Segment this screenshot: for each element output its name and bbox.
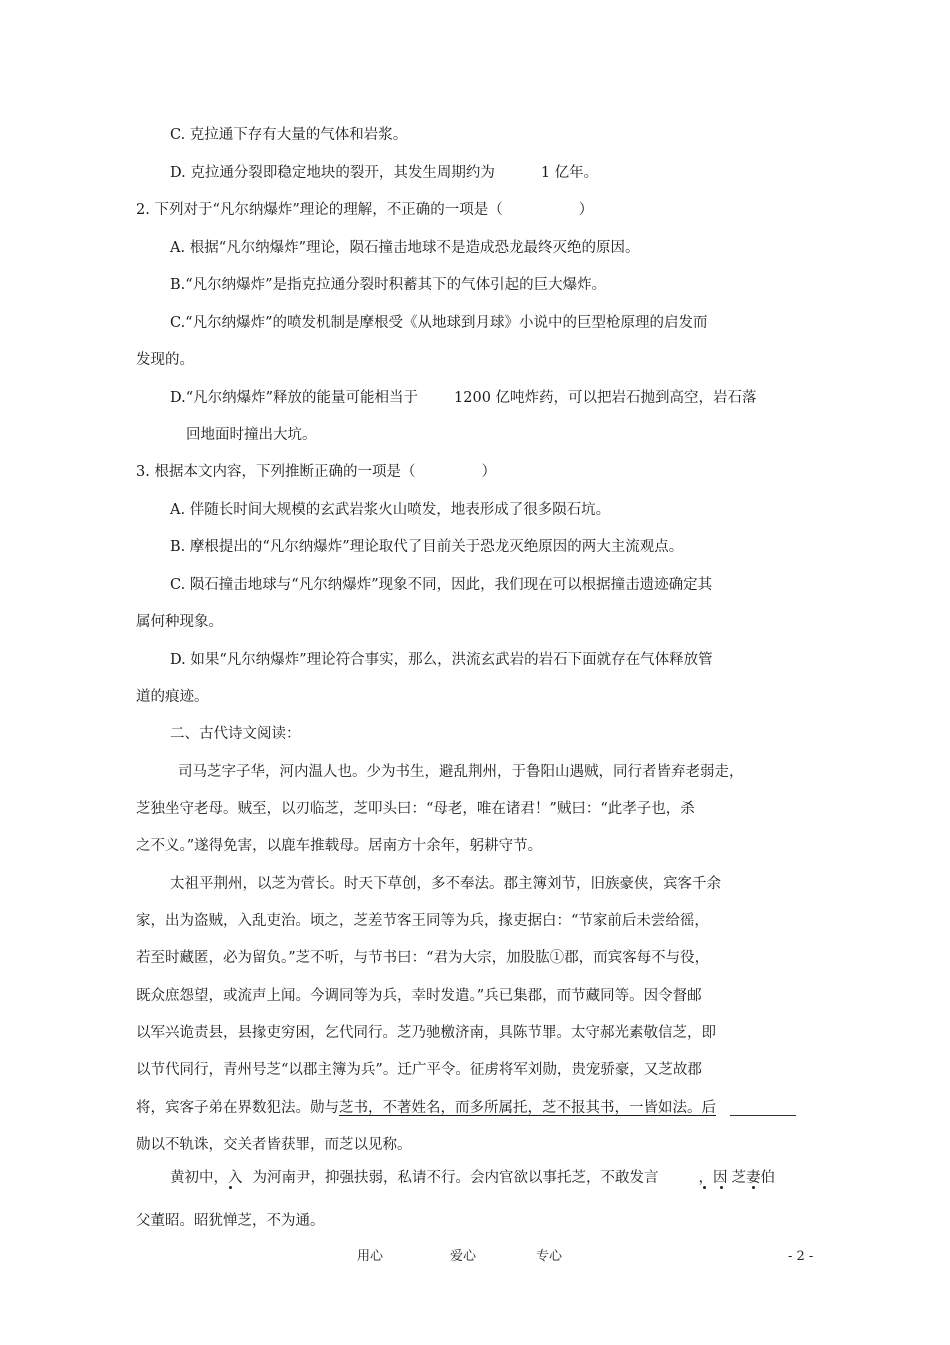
passage-p2-line6: 以节代同行，青州号芝“以郡主簿为兵”。迁广平令。征虏将军刘勋，贵宠骄豪，又芝故郡: [136, 1062, 702, 1078]
passage-p1-line2: 芝独坐守老母。贼至，以刃临芝，芝叩头曰：“母老，唯在诸君！”贼曰：“此孝子也，杀: [136, 801, 695, 817]
underline-extension: [730, 1115, 796, 1116]
emphasis-dot: [720, 1186, 723, 1189]
q2-option-d-line1: [170, 388, 757, 408]
passage-p2-line7: [136, 1098, 716, 1118]
page-number: - 2 -: [788, 1249, 814, 1264]
q2-stem: [136, 200, 593, 220]
q2-option-b: B.“凡尔纳爆炸”是指克拉通分裂时积蓄其下的气体引起的巨大爆炸。: [170, 277, 607, 293]
passage-p2-line8: 勋以不轨诛，交关者皆获罪，而芝以见称。: [136, 1137, 412, 1153]
passage-p3-start: 黄初中，入: [170, 1170, 243, 1186]
q2-option-d-text: D.“凡尔纳爆炸”释放的能量可能相当于: [170, 390, 419, 406]
passage-p1-line1: 司马芝字子华，河内温人也。少为书生，避乱荆州，于鲁阳山遇贼，同行者皆弃老弱走，: [178, 764, 744, 780]
q2-stem-text: 2. 下列对于“凡尔纳爆炸”理论的理解，不正确的一项是（: [136, 202, 503, 218]
underlined-sentence: 芝书，不著姓名，而多所属托，芝不报其书，一皆如法。后: [339, 1100, 716, 1116]
passage-p2-line2: 家，出为盗贼，入乱吏治。顷之，芝差节客王同等为兵，掾吏据白：“节家前后未尝给徭，: [136, 913, 709, 929]
q3-stem-close: ）: [481, 464, 496, 480]
q3-stem-text: 3. 根据本文内容，下列推断正确的一项是（: [136, 464, 416, 480]
passage-p2-line5: 以军兴诡责县，县掾吏穷困，乞代同行。芝乃驰檄济南，具陈节罪。太守郝光素敬信芝，即: [136, 1025, 716, 1041]
emphasis-dot: [752, 1186, 755, 1189]
footer-word-3: 专心: [536, 1249, 563, 1264]
q3-option-d-line2: 道的痕迹。: [136, 689, 209, 705]
passage-p3-line2: 父董昭。昭犹惮芝，不为通。: [136, 1213, 325, 1229]
q3-option-d-line1: D. 如果“凡尔纳爆炸”理论符合事实，那么，洪流玄武岩的岩石下面就存在气体释放管: [170, 652, 713, 668]
q3-option-c-line1: C. 陨石撞击地球与“凡尔纳爆炸”现象不同，因此，我们现在可以根据撞击遗迹确定其: [170, 577, 713, 593]
q1-option-d-value: 1 亿年。: [540, 165, 599, 181]
passage-p2-line1: 太祖平荆州，以芝为菅长。时天下草创，多不奉法。郡主簿刘节，旧族豪侠，宾客千余: [170, 876, 721, 892]
emphasis-dot: [703, 1186, 706, 1189]
emphasis-dot: [229, 1186, 232, 1189]
q3-option-a: A. 伴随长时间大规模的玄武岩浆火山喷发，地表形成了很多陨石坑。: [170, 502, 611, 518]
passage-p2-line7-start: 将，宾客子弟在界数犯法。勋与: [136, 1100, 339, 1116]
q2-option-c-line2: 发现的。: [136, 352, 194, 368]
q2-option-d-value: 1200 亿吨炸药，可以把岩石抛到高空，岩石落: [454, 390, 757, 406]
q3-option-b: B. 摩根提出的“凡尔纳爆炸”理论取代了目前关于恐龙灭绝原因的两大主流观点。: [170, 539, 684, 555]
passage-p3-line1: [170, 1168, 775, 1188]
q2-option-d-line2: 回地面时撞出大坑。: [186, 427, 317, 443]
q2-stem-close: ）: [578, 202, 594, 218]
passage-p2-line3: 若至时藏匿，必为留负。”芝不听，与节书曰：“君为大宗，加股肱①郡，而宾客每不与役，: [136, 950, 710, 966]
footer-word-1: 用心: [357, 1249, 384, 1264]
footer-word-2: 爱心: [450, 1249, 477, 1264]
passage-p1-line3: 之不义。”遂得免害，以鹿车推载母。居南方十余年，躬耕守节。: [136, 838, 543, 854]
q1-option-d: [170, 163, 598, 183]
q3-option-c-line2: 属何种现象。: [136, 614, 223, 630]
q2-option-a: A. 根据“凡尔纳爆炸”理论，陨石撞击地球不是造成恐龙最终灭绝的原因。: [170, 240, 640, 256]
q1-option-d-text: D. 克拉通分裂即稳定地块的裂开，其发生周期约为: [170, 165, 495, 181]
passage-p2-line4: 既众庶怨望，或流声上闻。今调同等为兵，幸时发遣。”兵已集郡，而节藏同等。因令督邮: [136, 988, 702, 1004]
q3-stem: [136, 462, 496, 482]
section-heading: 二、古代诗文阅读：: [170, 726, 301, 742]
q2-option-c-line1: C.“凡尔纳爆炸”的喷发机制是摩根受《从地球到月球》小说中的巨型枪原理的启发而: [170, 315, 708, 331]
passage-p3-middle: 为河南尹，抑强扶弱，私请不行。会内官欲以事托芝，不敢发言: [252, 1170, 659, 1186]
passage-p3-yin: ，因: [698, 1170, 728, 1186]
passage-p3-end: 芝妻伯: [731, 1170, 775, 1186]
q1-option-c: C. 克拉通下存有大量的气体和岩浆。: [170, 127, 408, 143]
